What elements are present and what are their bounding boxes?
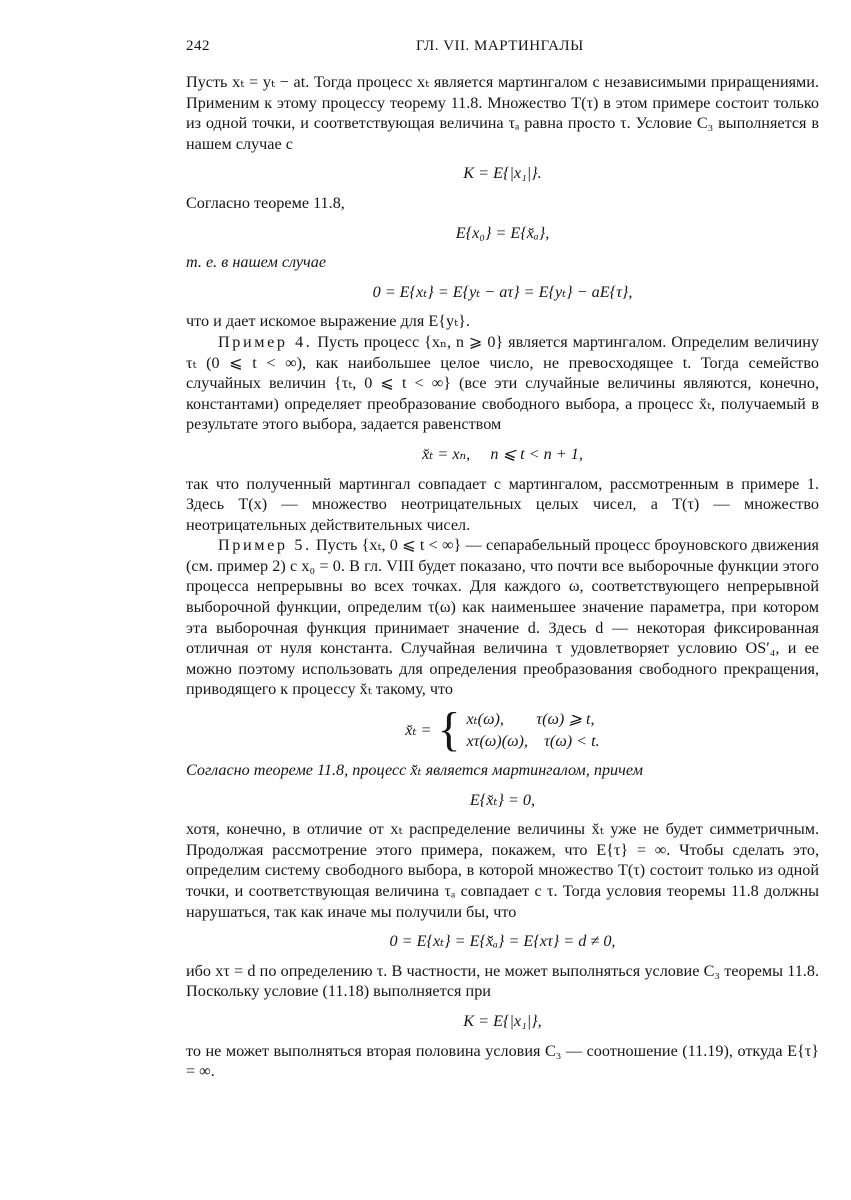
equation: 0 = E{xₜ} = E{x̆̆ₐ} = E{xτ} = d ≠ 0, <box>389 932 616 951</box>
case-row: xₜ(ω), τ(ω) ⩾ t, <box>466 710 595 729</box>
equation: K = E{|x₁|}. <box>463 164 542 183</box>
paragraph: т. е. в нашем случае <box>186 253 327 272</box>
left-brace: { <box>437 703 461 757</box>
equation: E{x̆ₜ} = 0, <box>469 790 536 809</box>
page-number: 242 <box>186 38 210 54</box>
paragraph-example-5 <box>186 535 819 700</box>
chapter-title: ГЛ. VII. МАРТИНГАЛЫ <box>416 38 584 54</box>
paragraph: так что полученный мартингал совпадает с мартингалом, рассмотренным в примере 1. Здесь T(x) — множество неотрицательных целых чисел, а T(τ) — множество неотрицательных действительных чисел. <box>186 474 819 534</box>
paragraph: Пусть xₜ = yₜ − at. Тогда процесс xₜ является мартингалом с независимыми приращениями. Применим к этому процессу теорему 11.8. Множество T(τ) в этом примере состоит только из одной точки, и соответствующая величина τₐ равна просто τ. Условие C₃ выполняется в нашем случае с <box>186 73 819 153</box>
equation: E{x₀} = E{x̆ₐ}, <box>455 223 550 242</box>
paragraph: то не может выполняться вторая половина условия C₃ — соотношение (11.19), откуда E{τ} = ∞. <box>186 1041 819 1081</box>
piecewise-equation <box>186 703 819 757</box>
paragraph-example-4 <box>186 332 819 435</box>
equation-lhs: x̆ₜ = <box>405 720 432 739</box>
equation-cases <box>467 708 600 752</box>
example-text: Пусть процесс {xₙ, n ⩾ 0} является мартингалом. Определим величину τₜ (0 ⩽ t < ∞), как наибольшее целое число, не превосходящее t. Тогда семейство случайных величин {τₜ, 0 ⩽ t < ∞} (все эти случайные величины являются, конечно, константами) определяет преобразование свободного выбора, а процесс x̆ₜ, получаемый в результате этого выбора, задается равенством <box>186 332 819 434</box>
paragraph: хотя, конечно, в отличие от xₜ распределение величины x̆ₜ уже не будет симметричным. Продолжая рассмотрение этого примера, покажем, что E{τ} = ∞. Чтобы сделать это, определим систему свободного выбора, в которой множество T(τ) состоит только из одной точки, и соответствующая величина τₐ совпадает с τ. Тогда условия теоремы 11.8 должны нарушаться, так как иначе мы получили бы, что <box>186 820 819 921</box>
equation: 0 = E{xₜ} = E{yₜ − aτ} = E{yₜ} − aE{τ}, <box>372 282 633 301</box>
case-row: xτ(ω)(ω), τ(ω) < t. <box>466 732 600 751</box>
equation: x̆ₜ = xₙ, n ⩽ t < n + 1, <box>422 444 583 463</box>
running-header <box>186 38 819 64</box>
page-body <box>186 72 819 1082</box>
paragraph: ибо xτ = d по определению τ. В частности, не может выполняться условие C₃ теоремы 11.8. Поскольку условие (11.18) выполняется при <box>186 961 819 1001</box>
paragraph: что и дает искомое выражение для E{yₜ}. <box>186 312 470 331</box>
example-text: Пусть {xₜ, 0 ⩽ t < ∞} — сепарабельный процесс броуновского движения (см. пример 2) с x₀ = 0. В гл. VIII будет показано, что почти все выборочные функции этого процесса непрерывны во всех точках. Для каждого ω, соответствующего непрерывной выборочной функции, определим τ(ω) как наименьшее значение параметра, при котором эта выборочная функция принимает значение d. Здесь d — некоторая фиксированная отличная от нуля константа. Случайная величина τ удовлетворяет условию OS′₄, и ее можно поэтому использовать для определения преобразования свободного прекращения, приводящего к процессу x̆ₜ такому, что <box>186 536 819 699</box>
equation: K = E{|x₁|}, <box>463 1011 542 1030</box>
paragraph: Согласно теореме 11.8, процесс x̆̆ₜ является мартингалом, причем <box>186 761 643 780</box>
example-label: Пример 5. <box>218 536 312 555</box>
paragraph: Согласно теореме 11.8, <box>186 193 345 212</box>
example-label: Пример 4. <box>218 332 313 351</box>
